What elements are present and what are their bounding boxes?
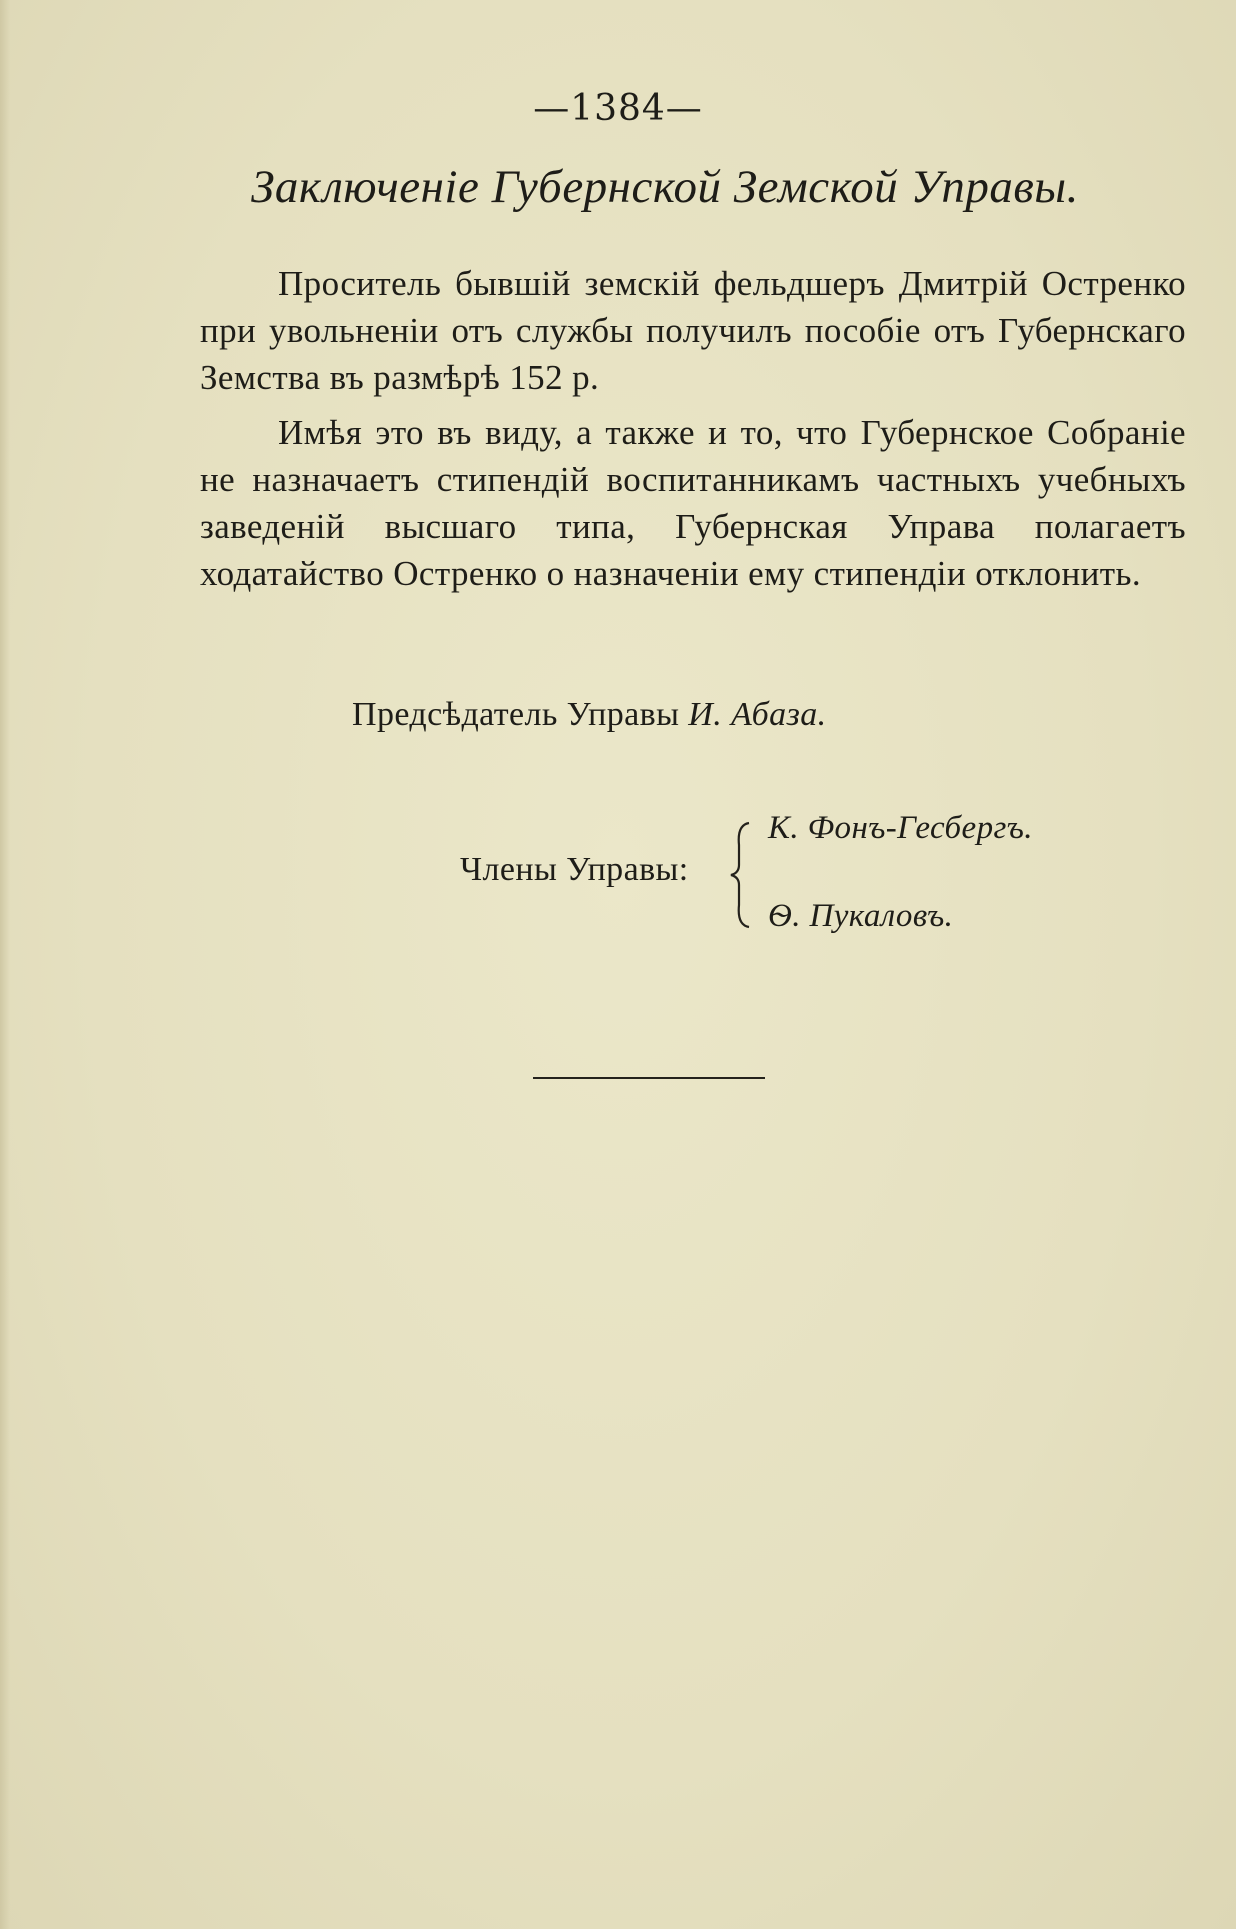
section-heading: Заключеніе Губернской Земской Управы.	[251, 161, 1079, 213]
paragraph-petitioner: Проситель бывшій земскій фельдшеръ Дмитрій Остренко при увольненіи отъ службы получилъ пособіе отъ Губернскаго Земства въ размѣрѣ 152 р.	[200, 264, 1186, 397]
chairman-signature	[352, 696, 827, 734]
member-name: Ѳ. Пукаловъ.	[768, 898, 954, 934]
paragraph-decision: Имѣя это въ виду, а также и то, что Губернское Собраніе не назначаетъ стипендій воспитанникамъ частныхъ учебныхъ заведеній высшаго типа, Губернская Управа полагаетъ ходатайство Остренко о назначеніи ему стипендіи отклонить.	[200, 413, 1186, 593]
member-name: К. Фонъ-Гесбергъ.	[768, 810, 1033, 846]
chairman-name: И. Абаза.	[688, 696, 827, 733]
page-number: —1384—	[533, 88, 703, 129]
closing-rule	[533, 1077, 765, 1079]
page-edge-shadow	[0, 0, 10, 1929]
body-text	[200, 260, 1186, 605]
members-label: Члены Управы:	[460, 851, 689, 888]
curly-brace-icon	[727, 820, 757, 930]
chairman-label: Предсѣдатель Управы	[352, 696, 680, 733]
